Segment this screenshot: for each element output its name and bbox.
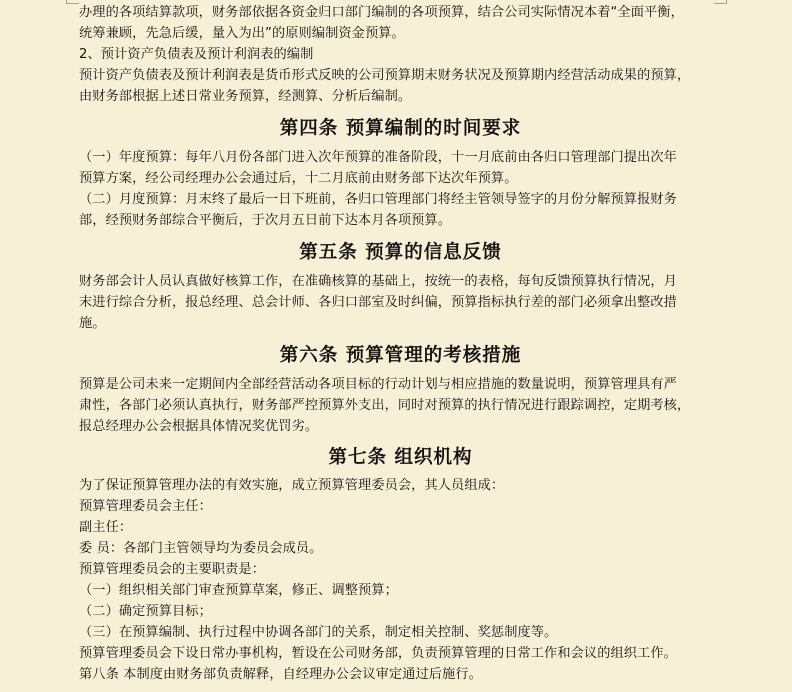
paragraph-line: 委 员：各部门主管领导均为委员会成员。 bbox=[79, 541, 323, 556]
paragraph-line: （二）确定预算目标； bbox=[79, 604, 212, 619]
paragraph-line: 财务部会计人员认真做好核算工作，在准确核算的基础上，按统一的表格，每旬反馈预算执行情况，月 bbox=[79, 274, 677, 289]
article-5-heading: 第五条 预算的信息反馈 bbox=[299, 242, 502, 263]
paragraph-line: 末进行综合分析，报总经理、总会计师、各归口部室及时纠偏，预算指标执行差的部门必须拿出整改措 bbox=[79, 295, 677, 310]
paragraph-line: 预计资产负债表及预计利润表是货币形式反映的公司预算期末财务状况及预算期内经营活动成果的预算， bbox=[79, 68, 691, 83]
paragraph-line: 报总经理办公会根据具体情况奖优罚劣。 bbox=[79, 419, 319, 434]
article-4-heading: 第四条 预算编制的时间要求 bbox=[279, 118, 522, 139]
paragraph-line: （一）年度预算：每年八月份各部门进入次年预算的准备阶段，十一月底前由各归口管理部门提出次年 bbox=[79, 150, 677, 165]
document-body bbox=[79, 2, 722, 685]
paragraph-line: 预算管理委员会下设日常办事机构，暂设在公司财务部，负责预算管理的日常工作和会议的组织工作。 bbox=[79, 646, 677, 661]
paragraph-line: 施。 bbox=[79, 316, 106, 331]
article-7-heading: 第七条 组织机构 bbox=[328, 447, 473, 468]
paragraph-line: 预算管理委员会主任： bbox=[79, 499, 212, 514]
paragraph-line: 预算是公司未来一定期间内全部经营活动各项目标的行动计划与相应措施的数量说明，预算管理具有严 bbox=[79, 377, 677, 392]
paragraph-line: 预算管理委员会的主要职责是： bbox=[79, 562, 266, 577]
paragraph-line: 2、预计资产负债表及预计利润表的编制 bbox=[79, 47, 314, 62]
paragraph-line: 由财务部根据上述日常业务预算，经测算、分析后编制。 bbox=[79, 89, 412, 104]
paragraph-line: 部，经预财务部综合平衡后，于次月五日前下达本月各项预算。 bbox=[79, 213, 452, 228]
paragraph-line: 为了保证预算管理办法的有效实施，成立预算管理委员会，其人员组成： bbox=[79, 478, 505, 493]
paragraph-line: 预算方案，经公司经理办公会通过后，十二月底前由财务部下达次年预算。 bbox=[79, 171, 518, 186]
paragraph-line: （二）月度预算：月末终了最后一日下班前，各归口管理部门将经主管领导签字的月份分解预算报财务 bbox=[79, 192, 677, 207]
page-corner-mark-left bbox=[66, 0, 79, 4]
paragraph-line: 副主任： bbox=[79, 520, 133, 535]
paragraph-line: 第八条 本制度由财务部负责解释，自经理办公会议审定通过后施行。 bbox=[79, 667, 482, 682]
article-6-heading: 第六条 预算管理的考核措施 bbox=[279, 345, 522, 366]
paragraph-line: 办理的各项结算款项，财务部依据各资金归口部门编制的各项预算，结合公司实际情况本着“全面平衡， bbox=[79, 5, 684, 20]
paragraph-line: （三）在预算编制、执行过程中协调各部门的关系，制定相关控制、奖惩制度等。 bbox=[79, 625, 558, 640]
paragraph-line: 肃性，各部门必须认真执行，财务部严控预算外支出，同时对预算的执行情况进行跟踪调控，定期考核， bbox=[79, 398, 691, 413]
paragraph-line: （一）组织相关部门审查预算草案，修正、调整预算； bbox=[79, 583, 398, 598]
paragraph-line: 统筹兼顾，先急后缓，量入为出”的原则编制资金预算。 bbox=[79, 26, 405, 41]
